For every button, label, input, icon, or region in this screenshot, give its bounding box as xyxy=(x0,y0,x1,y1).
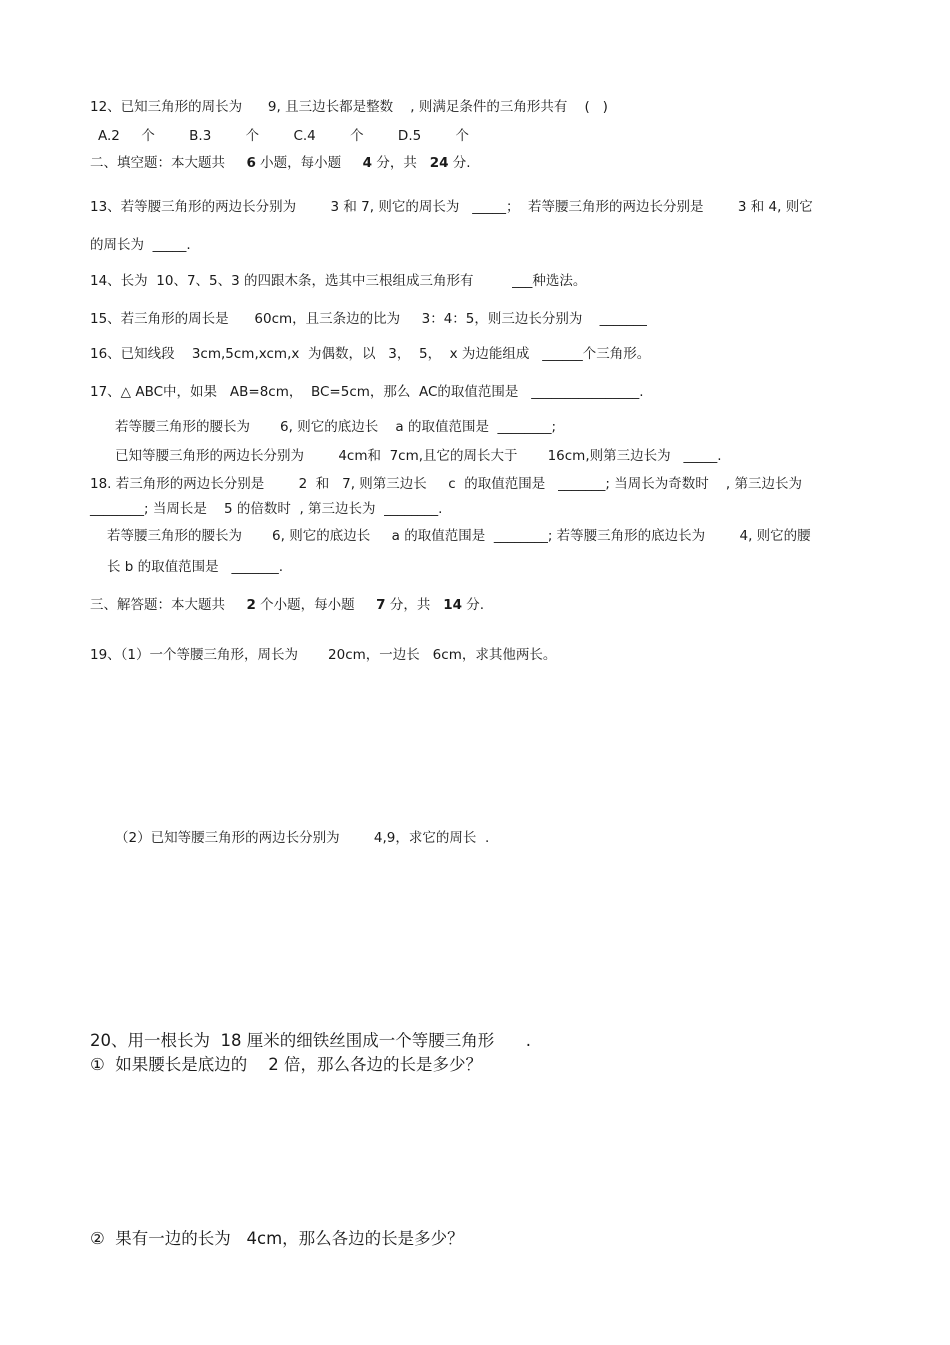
question-18-line-4: 长 b 的取值范围是 _______. xyxy=(107,559,284,575)
section-2-heading: 二、填空题：本大题共 6 小题，每小题 4 分，共 24 分. xyxy=(90,155,471,171)
question-15: 15、若三角形的周长是 60cm，且三条边的比为 3：4：5，则三边长分别为 _______ xyxy=(90,311,647,327)
question-12-options: A.2 个 B.3 个 C.4 个 D.5 个 xyxy=(98,128,470,144)
section-3-heading: 三、解答题：本大题共 2 个小题，每小题 7 分，共 14 分. xyxy=(90,597,485,613)
question-18-line-2: ________; 当周长是 5 的倍数时 , 第三边长为 ________. xyxy=(90,501,443,517)
question-20-item-2: ② 果有一边的长为 4cm，那么各边的长是多少？ xyxy=(90,1229,464,1248)
question-17-line-3: 已知等腰三角形的两边长分别为 4cm和 7cm,且它的周长大于 16cm,则第三边长为 _____. xyxy=(115,448,722,464)
question-20-item-1: ① 如果腰长是底边的 2 倍，那么各边的长是多少？ xyxy=(90,1055,483,1074)
question-12: 12、已知三角形的周长为 9, 且三边长都是整数 , 则满足条件的三角形共有 ( ) xyxy=(90,99,608,115)
question-18-line-3: 若等腰三角形的腰长为 6, 则它的底边长 a 的取值范围是 ________; 若等腰三角形的底边长为 4, 则它的腰 xyxy=(107,528,811,544)
question-20-title: 20、用一根长为 18 厘米的细铁丝围成一个等腰三角形 . xyxy=(90,1031,531,1050)
question-16: 16、已知线段 3cm,5cm,xcm,x 为偶数，以 3， 5， x 为边能组成 ______个三角形。 xyxy=(90,346,651,362)
question-19-part-2: （2）已知等腰三角形的两边长分别为 4,9，求它的周长 . xyxy=(115,830,490,846)
question-17-line-1: 17、△ ABC中，如果 AB=8cm， BC=5cm，那么 AC的取值范围是 ________________. xyxy=(90,384,644,400)
question-18-line-1: 18. 若三角形的两边长分别是 2 和 7, 则第三边长 c 的取值范围是 _______; 当周长为奇数时 , 第三边长为 xyxy=(90,476,802,492)
question-19-part-1: 19、（1）一个等腰三角形，周长为 20cm，一边长 6cm，求其他两长。 xyxy=(90,647,557,663)
question-17-line-2: 若等腰三角形的腰长为 6, 则它的底边长 a 的取值范围是 ________; xyxy=(115,419,557,435)
question-13-line-1: 13、若等腰三角形的两边长分别为 3 和 7, 则它的周长为 _____； 若等腰三角形的两边长分别是 3 和 4, 则它 xyxy=(90,199,813,215)
question-13-line-2: 的周长为 _____. xyxy=(90,237,191,253)
question-14: 14、长为 10、7、5、3 的四跟木条，选其中三根组成三角形有 ___种选法。 xyxy=(90,273,587,289)
